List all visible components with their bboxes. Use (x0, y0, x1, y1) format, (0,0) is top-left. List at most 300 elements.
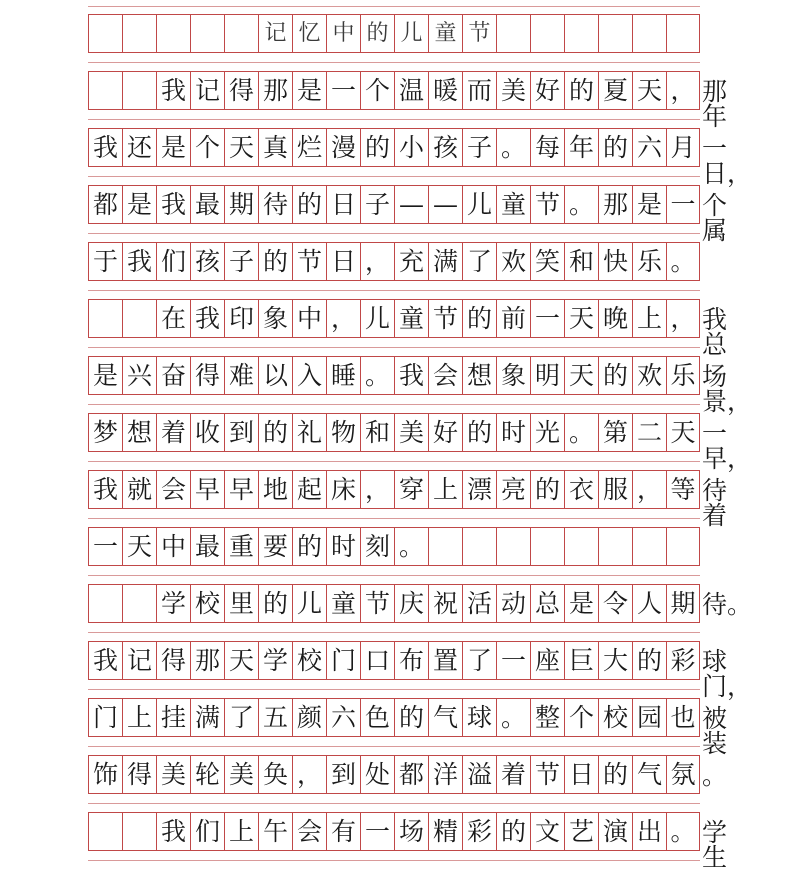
grid-cell: 睡 (326, 357, 360, 394)
grid-cell: 明 (530, 357, 564, 394)
grid-gap-line (88, 176, 700, 177)
grid-cell: 会 (292, 813, 326, 850)
grid-cell: 会 (156, 471, 190, 508)
grid-cell (122, 15, 156, 52)
grid-cell: 我 (190, 300, 224, 337)
grid-cell: 充 (394, 243, 428, 280)
grid-cell: 彩 (462, 813, 496, 850)
margin-punctuation: 个属 (702, 191, 728, 245)
grid-cell: 六 (632, 129, 666, 166)
grid-cell: 是 (122, 186, 156, 223)
grid-cell: 庆 (394, 585, 428, 622)
grid-cell: 真 (258, 129, 292, 166)
grid-cell (88, 300, 122, 337)
grid-cell: 令 (598, 585, 632, 622)
grid-cell: 还 (122, 129, 156, 166)
grid-cell: 欢 (632, 357, 666, 394)
grid-cell: — (428, 186, 462, 223)
grid-cell: 美 (156, 756, 190, 793)
grid-cell: 印 (224, 300, 258, 337)
grid-cell (632, 15, 666, 52)
grid-cell: 穿 (394, 471, 428, 508)
grid-cell: 童 (326, 585, 360, 622)
margin-punctuation: 场景， (702, 362, 753, 416)
grid-cell: 美 (224, 756, 258, 793)
grid-cell: 的 (360, 129, 394, 166)
grid-cell: 个 (360, 72, 394, 109)
grid-cell: 溢 (462, 756, 496, 793)
grid-cell: 快 (598, 243, 632, 280)
grid-cell (224, 15, 258, 52)
grid-cell: 座 (530, 642, 564, 679)
grid-cell: 大 (598, 642, 632, 679)
grid-cell: 欢 (496, 243, 530, 280)
grid-cell (156, 15, 190, 52)
grid-cell: 的 (462, 300, 496, 337)
grid-cell: 忆 (292, 15, 326, 52)
text-row (88, 185, 700, 224)
text-row (88, 698, 700, 737)
grid-cell: 是 (564, 585, 598, 622)
text-row (88, 128, 700, 167)
grid-cell: 们 (190, 813, 224, 850)
text-row (88, 71, 700, 110)
grid-gap-line (88, 575, 700, 576)
grid-cell: 园 (632, 699, 666, 736)
grid-cell (122, 585, 156, 622)
grid-cell: 的 (598, 129, 632, 166)
grid-cell: 满 (428, 243, 462, 280)
grid-cell: 午 (258, 813, 292, 850)
grid-cell: 前 (496, 300, 530, 337)
grid-cell (666, 528, 700, 565)
grid-cell: 一 (326, 72, 360, 109)
margin-punctuation: 被装 (702, 704, 728, 758)
grid-cell: 是 (632, 186, 666, 223)
text-row (88, 584, 700, 623)
grid-cell: 精 (428, 813, 462, 850)
grid-cell: 整 (530, 699, 564, 736)
grid-cell: 轮 (190, 756, 224, 793)
grid-cell (428, 528, 462, 565)
grid-cell: 温 (394, 72, 428, 109)
text-row (88, 299, 700, 338)
grid-cell: 上 (632, 300, 666, 337)
grid-cell: 了 (462, 243, 496, 280)
grid-cell: 是 (156, 129, 190, 166)
grid-cell: 中 (156, 528, 190, 565)
grid-cell: 。 (666, 813, 700, 850)
grid-cell: 我 (88, 471, 122, 508)
grid-cell: 了 (462, 642, 496, 679)
grid-cell: 节 (530, 756, 564, 793)
grid-cell: 校 (190, 585, 224, 622)
grid-cell: 一 (496, 642, 530, 679)
margin-punctuation: 待着 (702, 476, 728, 530)
text-row (88, 641, 700, 680)
grid-cell: 夏 (598, 72, 632, 109)
grid-cell: 孩 (428, 129, 462, 166)
grid-cell: 得 (156, 642, 190, 679)
grid-cell: 色 (360, 699, 394, 736)
grid-cell: 也 (666, 699, 700, 736)
grid-cell: 到 (224, 414, 258, 451)
grid-cell: 儿 (292, 585, 326, 622)
grid-cell (190, 15, 224, 52)
grid-cell: 的 (462, 414, 496, 451)
grid-cell: 好 (530, 72, 564, 109)
grid-gap-line (88, 6, 700, 7)
grid-cell: ， (632, 471, 666, 508)
grid-cell: 一 (88, 528, 122, 565)
grid-cell: 我 (156, 186, 190, 223)
grid-cell: 于 (88, 243, 122, 280)
grid-gap-line (88, 233, 700, 234)
margin-punctuation: 待。 (702, 590, 753, 619)
grid-cell: 二 (632, 414, 666, 451)
grid-cell: 的 (258, 585, 292, 622)
grid-cell: 乐 (632, 243, 666, 280)
grid-cell: 早 (224, 471, 258, 508)
grid-cell: 子 (462, 129, 496, 166)
grid-cell: 中 (326, 15, 360, 52)
grid-cell: 在 (156, 300, 190, 337)
margin-punctuation: 一早， (702, 419, 753, 473)
grid-cell: 儿 (394, 15, 428, 52)
grid-cell: 礼 (292, 414, 326, 451)
grid-cell: 学 (156, 585, 190, 622)
grid-cell: 孩 (190, 243, 224, 280)
grid-cell: 期 (224, 186, 258, 223)
text-row (88, 470, 700, 509)
grid-cell: 出 (632, 813, 666, 850)
grid-cell: 们 (156, 243, 190, 280)
grid-cell: 以 (258, 357, 292, 394)
grid-cell: ， (666, 300, 700, 337)
grid-cell: 我 (88, 129, 122, 166)
grid-cell: 祝 (428, 585, 462, 622)
grid-cell: 是 (88, 357, 122, 394)
grid-cell: 五 (258, 699, 292, 736)
grid-cell: 儿 (360, 300, 394, 337)
grid-cell: 地 (258, 471, 292, 508)
grid-gap-line (88, 404, 700, 405)
grid-cell: 处 (360, 756, 394, 793)
margin-punctuation: 学生 (702, 818, 728, 872)
grid-cell (666, 15, 700, 52)
grid-cell: 球 (462, 699, 496, 736)
grid-cell: 门 (326, 642, 360, 679)
grid-cell: 的 (394, 699, 428, 736)
grid-cell: 子 (224, 243, 258, 280)
grid-cell (496, 15, 530, 52)
grid-cell: 象 (258, 300, 292, 337)
grid-cell: 艺 (564, 813, 598, 850)
text-row (88, 755, 700, 794)
grid-cell: 好 (428, 414, 462, 451)
grid-cell: 中 (292, 300, 326, 337)
grid-cell: 儿 (462, 186, 496, 223)
grid-cell: 口 (360, 642, 394, 679)
grid-gap-line (88, 290, 700, 291)
grid-cell: 得 (122, 756, 156, 793)
grid-cell: 记 (258, 15, 292, 52)
grid-cell: 置 (428, 642, 462, 679)
grid-cell: 时 (326, 528, 360, 565)
grid-cell: 想 (122, 414, 156, 451)
grid-cell: 节 (360, 585, 394, 622)
grid-cell (88, 72, 122, 109)
grid-cell: ， (326, 300, 360, 337)
grid-cell: 。 (564, 414, 598, 451)
margin-punctuation: 。 (702, 761, 728, 790)
grid-cell: 满 (190, 699, 224, 736)
grid-cell: 每 (530, 129, 564, 166)
grid-cell: 节 (292, 243, 326, 280)
grid-cell: 得 (224, 72, 258, 109)
grid-cell: 就 (122, 471, 156, 508)
grid-cell: 。 (496, 129, 530, 166)
grid-cell: 文 (530, 813, 564, 850)
grid-cell: 天 (122, 528, 156, 565)
grid-cell: 着 (496, 756, 530, 793)
grid-cell: 待 (258, 186, 292, 223)
grid-cell: 那 (598, 186, 632, 223)
grid-cell: 象 (496, 357, 530, 394)
grid-gap-line (88, 689, 700, 690)
grid-cell: 和 (564, 243, 598, 280)
grid-cell: 到 (326, 756, 360, 793)
grid-cell: 起 (292, 471, 326, 508)
grid-cell: 晚 (598, 300, 632, 337)
grid-cell: 节 (530, 186, 564, 223)
grid-cell: 学 (258, 642, 292, 679)
grid-cell: 童 (394, 300, 428, 337)
grid-cell: 收 (190, 414, 224, 451)
grid-cell: 总 (530, 585, 564, 622)
grid-cell: 一 (530, 300, 564, 337)
grid-cell: 的 (598, 357, 632, 394)
margin-punctuation: 一日， (702, 134, 753, 188)
margin-punctuation: 球门， (702, 647, 753, 701)
grid-cell: — (394, 186, 428, 223)
grid-cell: 月 (666, 129, 700, 166)
grid-cell: 会 (428, 357, 462, 394)
grid-cell (530, 15, 564, 52)
grid-cell: 我 (88, 642, 122, 679)
margin-punctuation: 我总 (702, 305, 728, 359)
grid-cell: 校 (292, 642, 326, 679)
grid-cell: 。 (564, 186, 598, 223)
grid-cell: 校 (598, 699, 632, 736)
grid-cell: 早 (190, 471, 224, 508)
grid-cell: 日 (326, 186, 360, 223)
grid-cell: 有 (326, 813, 360, 850)
grid-cell: 了 (224, 699, 258, 736)
grid-gap-line (88, 860, 700, 861)
grid-cell: 记 (122, 642, 156, 679)
grid-cell: 天 (564, 300, 598, 337)
grid-cell (564, 528, 598, 565)
grid-cell: 天 (666, 414, 700, 451)
grid-cell: 都 (394, 756, 428, 793)
grid-cell (598, 528, 632, 565)
text-row (88, 242, 700, 281)
grid-cell (462, 528, 496, 565)
grid-gap-line (88, 461, 700, 462)
grid-cell (598, 15, 632, 52)
grid-cell: 上 (428, 471, 462, 508)
grid-cell: 气 (428, 699, 462, 736)
text-row (88, 527, 700, 566)
grid-cell: 美 (496, 72, 530, 109)
grid-cell: 。 (360, 357, 394, 394)
grid-cell: 入 (292, 357, 326, 394)
grid-cell: 难 (224, 357, 258, 394)
grid-cell (88, 585, 122, 622)
grid-cell: 奋 (156, 357, 190, 394)
grid-cell (122, 300, 156, 337)
grid-cell: 的 (292, 528, 326, 565)
grid-cell: 年 (564, 129, 598, 166)
grid-cell: 。 (394, 528, 428, 565)
grid-cell: 布 (394, 642, 428, 679)
grid-cell: 。 (496, 699, 530, 736)
text-row (88, 812, 700, 851)
grid-cell (564, 15, 598, 52)
grid-cell: 日 (326, 243, 360, 280)
grid-cell: 六 (326, 699, 360, 736)
grid-cell: 天 (224, 129, 258, 166)
grid-gap-line (88, 62, 700, 63)
margin-punctuation: 那年 (702, 77, 728, 131)
grid-cell (530, 528, 564, 565)
grid-cell: 都 (88, 186, 122, 223)
grid-cell: 活 (462, 585, 496, 622)
grid-cell: 梦 (88, 414, 122, 451)
grid-cell: 的 (632, 642, 666, 679)
grid-cell: 光 (530, 414, 564, 451)
grid-gap-line (88, 632, 700, 633)
grid-cell: 最 (190, 528, 224, 565)
grid-cell: 天 (632, 72, 666, 109)
grid-cell: 童 (496, 186, 530, 223)
grid-cell: 第 (598, 414, 632, 451)
grid-cell: 美 (394, 414, 428, 451)
grid-cell: 亮 (496, 471, 530, 508)
grid-cell: 的 (360, 15, 394, 52)
grid-cell: 的 (292, 186, 326, 223)
grid-cell: 最 (190, 186, 224, 223)
grid-cell: 和 (360, 414, 394, 451)
grid-cell: 记 (190, 72, 224, 109)
grid-cell: 而 (462, 72, 496, 109)
grid-cell: 我 (156, 72, 190, 109)
grid-gap-line (88, 803, 700, 804)
grid-gap-line (88, 746, 700, 747)
grid-cell: 一 (360, 813, 394, 850)
grid-cell (632, 528, 666, 565)
grid-cell: 巨 (564, 642, 598, 679)
grid-cell: 洋 (428, 756, 462, 793)
grid-cell: ， (360, 471, 394, 508)
grid-cell: 的 (258, 243, 292, 280)
grid-cell: 场 (394, 813, 428, 850)
grid-cell: 节 (428, 300, 462, 337)
grid-cell: 那 (258, 72, 292, 109)
grid-cell: 刻 (360, 528, 394, 565)
grid-cell: 小 (394, 129, 428, 166)
grid-gap-line (88, 119, 700, 120)
grid-cell: 等 (666, 471, 700, 508)
grid-cell (496, 528, 530, 565)
grid-cell: 床 (326, 471, 360, 508)
grid-cell: 。 (666, 243, 700, 280)
grid-cell: 人 (632, 585, 666, 622)
grid-cell: 节 (462, 15, 496, 52)
grid-cell: 漂 (462, 471, 496, 508)
text-row (88, 413, 700, 452)
grid-cell: 童 (428, 15, 462, 52)
grid-cell: 彩 (666, 642, 700, 679)
grid-cell: 期 (666, 585, 700, 622)
grid-cell: 想 (462, 357, 496, 394)
grid-cell (88, 15, 122, 52)
grid-cell: 上 (224, 813, 258, 850)
grid-cell: 要 (258, 528, 292, 565)
grid-cell: 演 (598, 813, 632, 850)
grid-cell: 衣 (564, 471, 598, 508)
grid-cell: 时 (496, 414, 530, 451)
grid-cell: 饰 (88, 756, 122, 793)
grid-cell: 我 (394, 357, 428, 394)
grid-cell: 的 (258, 414, 292, 451)
grid-cell (122, 72, 156, 109)
grid-cell (122, 813, 156, 850)
grid-cell: 天 (564, 357, 598, 394)
title-row (88, 14, 700, 53)
grid-cell: 暖 (428, 72, 462, 109)
grid-cell: 挂 (156, 699, 190, 736)
grid-gap-line (88, 518, 700, 519)
grid-cell: 一 (666, 186, 700, 223)
grid-cell: ， (666, 72, 700, 109)
grid-cell: 氛 (666, 756, 700, 793)
grid-cell: 我 (122, 243, 156, 280)
grid-cell: 气 (632, 756, 666, 793)
grid-cell: 兴 (122, 357, 156, 394)
grid-cell: 里 (224, 585, 258, 622)
grid-cell: 服 (598, 471, 632, 508)
grid-cell: 奂 (258, 756, 292, 793)
grid-cell: 乐 (666, 357, 700, 394)
grid-cell: 着 (156, 414, 190, 451)
grid-cell: 漫 (326, 129, 360, 166)
grid-cell: 的 (496, 813, 530, 850)
grid-cell: 笑 (530, 243, 564, 280)
grid-cell: 日 (564, 756, 598, 793)
grid-cell: 烂 (292, 129, 326, 166)
grid-cell (88, 813, 122, 850)
grid-cell: 物 (326, 414, 360, 451)
grid-cell: 重 (224, 528, 258, 565)
grid-cell: 动 (496, 585, 530, 622)
grid-cell: ， (360, 243, 394, 280)
grid-cell: 是 (292, 72, 326, 109)
grid-cell: 门 (88, 699, 122, 736)
grid-cell: 的 (530, 471, 564, 508)
grid-cell: 个 (190, 129, 224, 166)
